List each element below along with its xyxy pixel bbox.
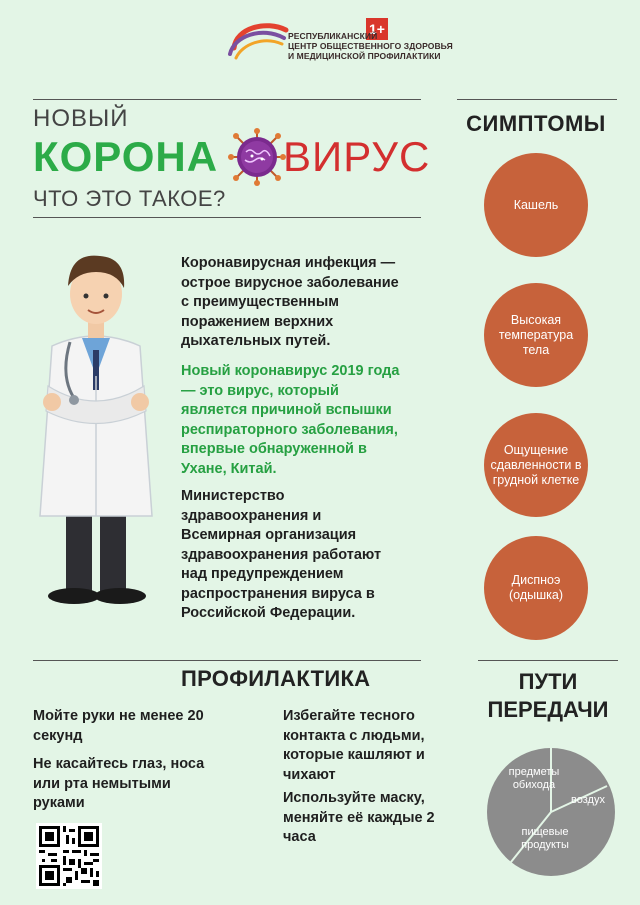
title-korona: КОРОНА xyxy=(33,133,219,180)
symptom-label: Диспноэ (одышка) xyxy=(508,573,563,602)
divider xyxy=(33,99,421,100)
transmission-title: ПУТИ ПЕРЕДАЧИ xyxy=(487,669,609,722)
logo-text xyxy=(288,31,453,61)
logo-line: ЦЕНТР ОБЩЕСТВЕННОГО ЗДОРОВЬЯ xyxy=(288,41,453,51)
intro-ministry: Министерство здравоохранения и Всемирная организация здравоохранения работают над предупреждением распространения вируса в Российской Федерации. xyxy=(181,488,382,621)
symptom-circle xyxy=(484,283,588,387)
prevention-tip: Мойте руки не менее 20 секунд xyxy=(33,708,204,744)
symptoms-title: СИМПТОМЫ xyxy=(466,111,606,136)
pie-label-objects: предметы обихода xyxy=(508,766,560,791)
qr-code[interactable] xyxy=(36,823,102,889)
doctor-illustration xyxy=(30,246,162,610)
prevention-tip: Используйте маску, меняйте её каждые 2 часа xyxy=(283,790,435,845)
logo-emblem xyxy=(226,18,292,62)
title-line1: НОВЫЙ xyxy=(33,105,129,132)
coronavirus-icon xyxy=(228,128,286,186)
divider xyxy=(33,217,421,218)
logo-badge: 1+ xyxy=(366,18,388,40)
title-question: ЧТО ЭТО ТАКОЕ? xyxy=(33,186,226,211)
symptom-circle xyxy=(484,153,588,257)
divider xyxy=(457,99,617,100)
symptom-label: Ощущение сдавленности в грудной клетке xyxy=(490,442,582,487)
prevention-tip: Не касайтесь глаз, носа или рта немытыми руками xyxy=(33,756,205,811)
divider xyxy=(478,660,618,661)
intro-new-virus: Новый коронавирус 2019 года — это вирус, который является причиной вспышки респираторного заболевания, впервые обнаруженной в Ухане, Китай. xyxy=(181,363,400,477)
logo-line: РЕСПУБЛИКАНСКИЙ xyxy=(288,31,378,41)
symptom-label: Кашель xyxy=(513,197,559,212)
intro-definition: Коронавирусная инфекция — острое вирусное заболевание с преимущественным поражением верхних дыхательных путей. xyxy=(181,255,399,349)
pie-label-food: пищевые продукты xyxy=(521,826,569,851)
title-virus: ВИРУС xyxy=(283,133,431,180)
symptom-label: Высокая температура тела xyxy=(498,312,574,357)
pie-label-air: воздух xyxy=(571,794,605,806)
divider xyxy=(33,660,421,661)
logo-line: И МЕДИЦИНСКОЙ ПРОФИЛАКТИКИ xyxy=(288,51,441,61)
prevention-title: ПРОФИЛАКТИКА xyxy=(181,666,371,691)
symptom-circle xyxy=(484,536,588,640)
prevention-tip: Избегайте тесного контакта с людьми, которые кашляют и чихают xyxy=(283,708,425,783)
symptom-circle xyxy=(484,413,588,517)
